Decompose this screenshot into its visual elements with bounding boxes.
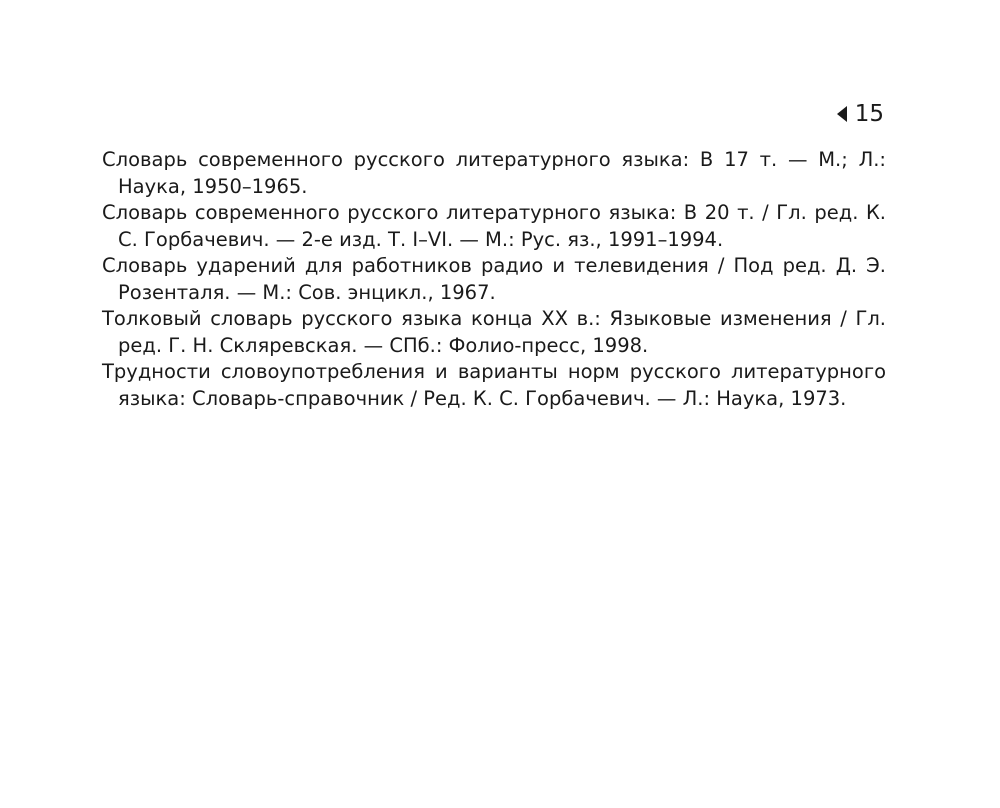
bibliography-list [102,147,886,412]
bibliography-entry: Словарь современного русского литературного языка: В 20 т. / Гл. ред. К. С. Горбачевич. — 2-е изд. Т. I–VI. — М.: Рус. яз., 1991–1994. [102,201,886,251]
page-number: 15 [854,101,884,127]
bibliography-entry: Толковый словарь русского языка конца XX в.: Языковые изменения / Гл. ред. Г. Н. Скляревская. — СПб.: Фолио-пресс, 1998. [102,307,886,357]
bibliography-entry: Трудности словоупотребления и варианты норм русского литературного языка: Словарь-справочник / Ред. К. С. Горбачевич. — Л.: Наука, 1973. [102,360,886,410]
page-header [837,100,884,128]
bibliography-entry: Словарь ударений для работников радио и телевидения / Под ред. Д. Э. Розенталя. — М.: Сов. энцикл., 1967. [102,254,886,304]
bibliography-entry: Словарь современного русского литературного языка: В 17 т. — М.; Л.: Наука, 1950–1965. [102,148,886,198]
triangle-left-icon [837,106,847,122]
